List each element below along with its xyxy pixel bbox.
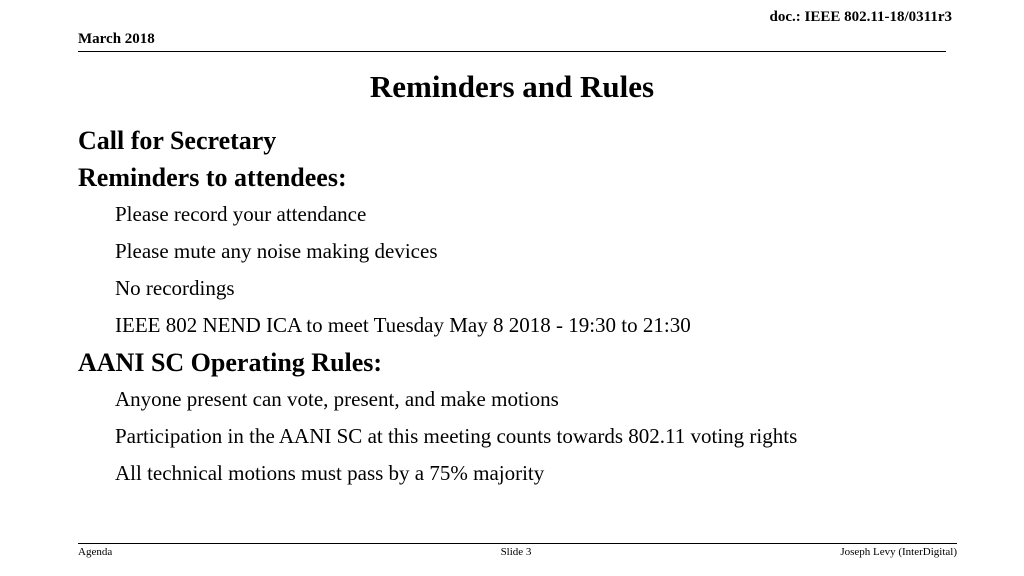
- slide-title: Reminders and Rules: [369, 69, 655, 104]
- rule-item: Participation in the AANI SC at this meeting counts towards 802.11 voting rights: [115, 424, 798, 448]
- rule-item: Anyone present can vote, present, and make motions: [115, 387, 559, 411]
- reminders-heading: Reminders to attendees:: [78, 163, 347, 192]
- footer-divider: [78, 543, 957, 544]
- footer-author: Joseph Levy (InterDigital): [840, 546, 957, 558]
- reminder-item: IEEE 802 NEND ICA to meet Tuesday May 8 2018 - 19:30 to 21:30: [115, 313, 691, 337]
- reminder-item: Please mute any noise making devices: [115, 239, 438, 263]
- rules-heading: AANI SC Operating Rules:: [78, 348, 383, 377]
- header-divider: [78, 51, 946, 52]
- slide-number: Slide 3: [500, 546, 532, 558]
- slide-body: [78, 122, 978, 492]
- footer-section-label: Agenda: [78, 546, 113, 558]
- call-for-secretary: Call for Secretary: [78, 126, 277, 155]
- document-id: doc.: IEEE 802.11-18/0311r3: [769, 9, 952, 25]
- reminder-item: No recordings: [115, 276, 235, 300]
- rule-item: All technical motions must pass by a 75% majority: [115, 461, 545, 485]
- slide-date: March 2018: [78, 31, 155, 47]
- reminder-item: Please record your attendance: [115, 202, 367, 226]
